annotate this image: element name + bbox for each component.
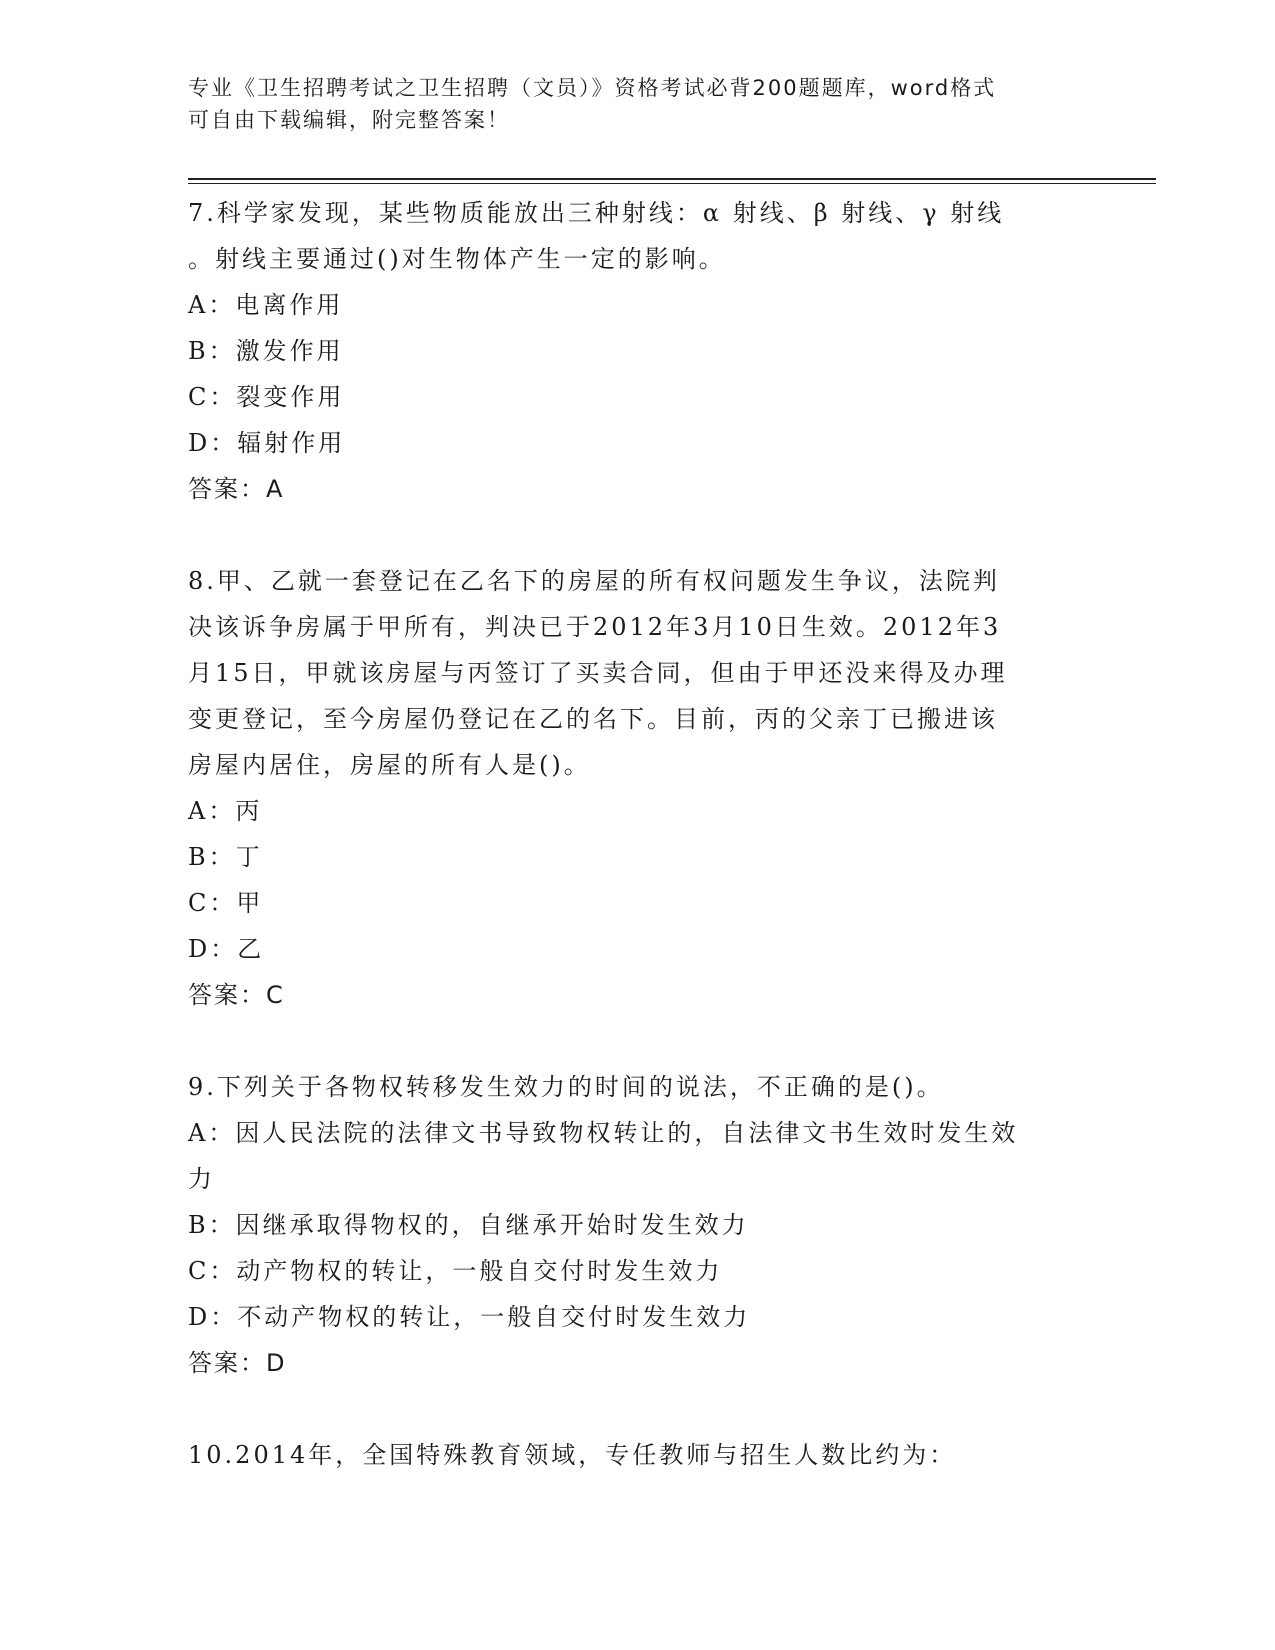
option-b: B：丁: [188, 843, 263, 871]
question-9: [188, 1064, 1088, 1386]
answer-line: 答案：A: [188, 475, 285, 503]
spacer: [188, 512, 1088, 558]
option-d: D：不动产物权的转让，一般自交付时发生效力: [188, 1303, 751, 1331]
header-line-1: 专业《卫生招聘考试之卫生招聘（文员）》资格考试必背200题题库，word格式: [188, 76, 997, 100]
question-stem-line: 9.下列关于各物权转移发生效力的时间的说法，不正确的是()。: [188, 1073, 944, 1101]
spacer: [188, 1018, 1088, 1064]
header-rule-thin: [188, 183, 1156, 184]
question-stem-line: 月15日，甲就该房屋与丙签订了买卖合同，但由于甲还没来得及办理: [188, 659, 1008, 687]
option-a: A：丙: [188, 797, 263, 825]
question-stem-line: 变更登记，至今房屋仍登记在乙的名下。目前，丙的父亲丁已搬进该: [188, 705, 998, 733]
option-a-continued: 力: [188, 1165, 215, 1193]
header-line-2: 可自由下载编辑，附完整答案！: [188, 108, 510, 132]
spacer: [188, 1386, 1088, 1432]
answer-line: 答案：C: [188, 981, 285, 1009]
question-stem-line: 房屋内居住，房屋的所有人是()。: [188, 751, 591, 779]
question-8: [188, 558, 1088, 1018]
option-b: B：激发作用: [188, 337, 344, 365]
header-rule-thick: [188, 178, 1156, 180]
answer-line: 答案：D: [188, 1349, 287, 1377]
option-a: A：电离作用: [188, 291, 344, 319]
question-10: [188, 1432, 1088, 1478]
question-stem-line: 10.2014年，全国特殊教育领域，专任教师与招生人数比约为：: [188, 1441, 957, 1469]
question-stem-line: 决该诉争房属于甲所有，判决已于2012年3月10日生效。2012年3: [188, 613, 1002, 641]
question-stem-line: 8.甲、乙就一套登记在乙名下的房屋的所有权问题发生争议，法院判: [188, 567, 1000, 595]
option-c: C：动产物权的转让，一般自交付时发生效力: [188, 1257, 723, 1285]
document-header: [188, 72, 1088, 136]
question-stem-line: 7.科学家发现，某些物质能放出三种射线：α 射线、β 射线、γ 射线: [188, 199, 1005, 227]
option-c: C：裂变作用: [188, 383, 345, 411]
option-a: A：因人民法院的法律文书导致物权转让的，自法律文书生效时发生效: [188, 1119, 1019, 1147]
option-d: D：乙: [188, 935, 265, 963]
question-stem-line: 。射线主要通过()对生物体产生一定的影响。: [188, 245, 726, 273]
question-7: [188, 190, 1088, 512]
option-d: D：辐射作用: [188, 429, 346, 457]
question-list: [188, 190, 1088, 1478]
option-c: C：甲: [188, 889, 264, 917]
option-b: B：因继承取得物权的，自继承开始时发生效力: [188, 1211, 749, 1239]
